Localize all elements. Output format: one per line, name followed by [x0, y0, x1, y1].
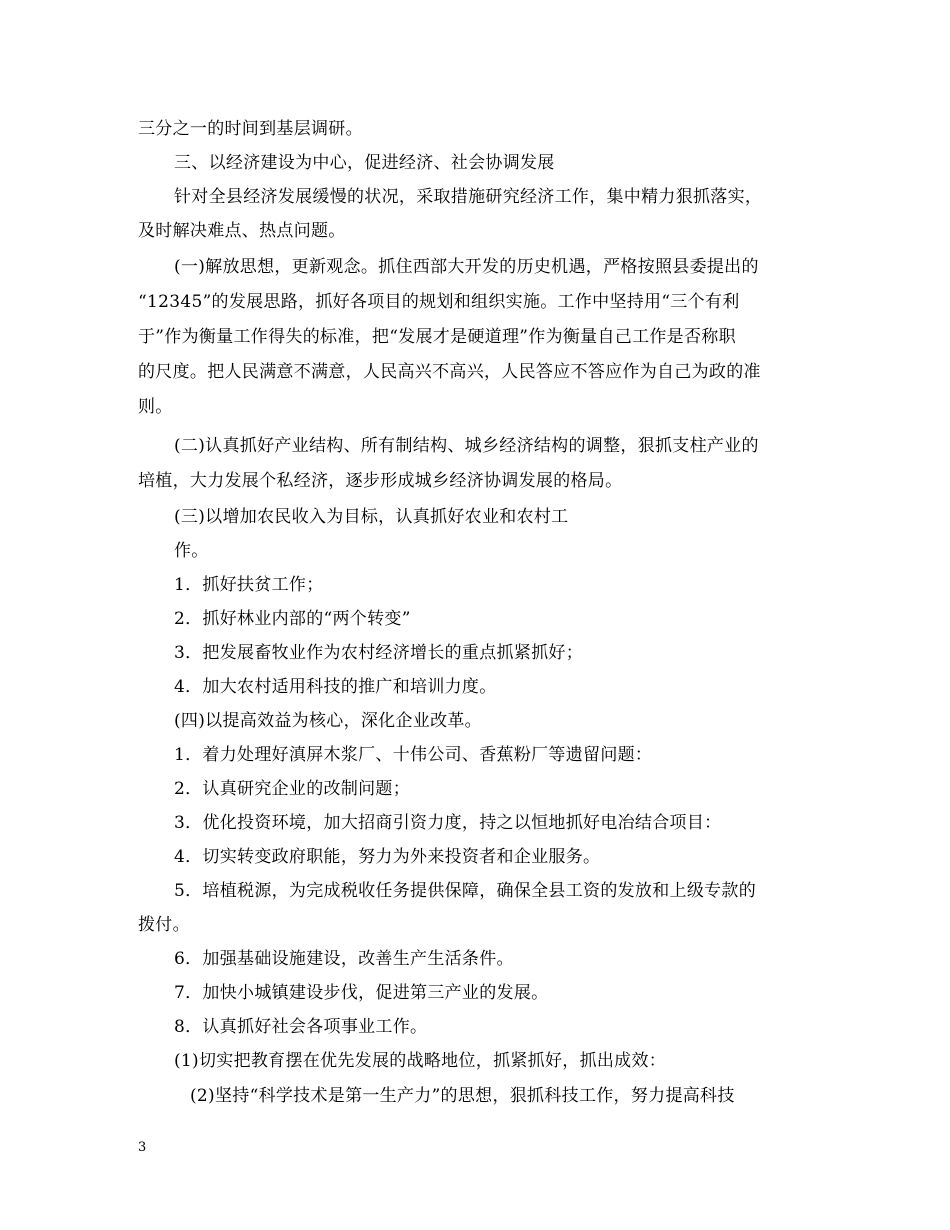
list-item: 8．认真抓好社会各项事业工作。	[174, 1017, 428, 1037]
list-item: 4．加大农村适用科技的推广和培训力度。	[174, 677, 497, 697]
text-line: 的尺度。把人民满意不满意，人民高兴不高兴，人民答应不答应作为自己为政的准	[138, 362, 761, 382]
list-item: 2．认真研究企业的改制问题；	[174, 779, 411, 799]
text-line: 则。	[138, 397, 173, 417]
text-line: 作。	[174, 541, 209, 561]
list-item: 3．优化投资环境，加大招商引资力度，持之以恒地抓好电冶结合项目：	[174, 813, 722, 833]
list-item: 1．着力处理好滇屏木浆厂、十伟公司、香蕉粉厂等遗留问题：	[174, 745, 653, 765]
list-item: 6．加强基础设施建设，改善生产生活条件。	[174, 949, 514, 969]
text-line: 拨付。	[138, 915, 190, 935]
text-line: 针对全县经济发展缓慢的状况，采取措施研究经济工作，集中精力狠抓落实，	[174, 187, 763, 207]
text-line: (三)以增加农民收入为目标，认真抓好农业和农村工	[174, 507, 569, 527]
text-line: “12345”的发展思路，抓好各项目的规划和组织实施。工作中坚持用“三个有利	[138, 292, 740, 312]
text-line: 于”作为衡量工作得失的标准，把“发展才是硬道理”作为衡量自己工作是否称职	[138, 327, 736, 347]
text-line: (二)认真抓好产业结构、所有制结构、城乡经济结构的调整，狠抓支柱产业的	[174, 436, 759, 456]
list-item: 5．培植税源，为完成税收任务提供保障，确保全县工资的发放和上级专款的	[174, 881, 757, 901]
list-item: 3．把发展畜牧业作为农村经济增长的重点抓紧抓好；	[174, 643, 584, 663]
list-item: 7．加快小城镇建设步伐，促进第三产业的发展。	[174, 983, 549, 1003]
list-item: (2)坚持“科学技术是第一生产力”的思想，狠抓科技工作，努力提高科技	[190, 1086, 735, 1106]
list-item: 2．抓好林业内部的“两个转变”	[174, 609, 411, 629]
text-line: (四)以提高效益为核心，深化企业改革。	[174, 711, 482, 731]
text-line: 培植，大力发展个私经济，逐步形成城乡经济协调发展的格局。	[138, 471, 623, 491]
page-number: 3	[138, 1140, 147, 1155]
section-heading: 三、以经济建设为中心，促进经济、社会协调发展	[174, 153, 555, 173]
list-item: (1)切实把教育摆在优先发展的战略地位，抓紧抓好，抓出成效：	[174, 1051, 667, 1071]
text-line: 及时解决难点、热点问题。	[138, 221, 346, 241]
text-line: 三分之一的时间到基层调研。	[138, 119, 363, 139]
list-item: 4．切实转变政府职能，努力为外来投资者和企业服务。	[174, 847, 601, 867]
list-item: 1．抓好扶贫工作；	[174, 575, 324, 595]
text-line: (一)解放思想，更新观念。抓住西部大开发的历史机遇，严格按照县委提出的	[174, 257, 759, 277]
